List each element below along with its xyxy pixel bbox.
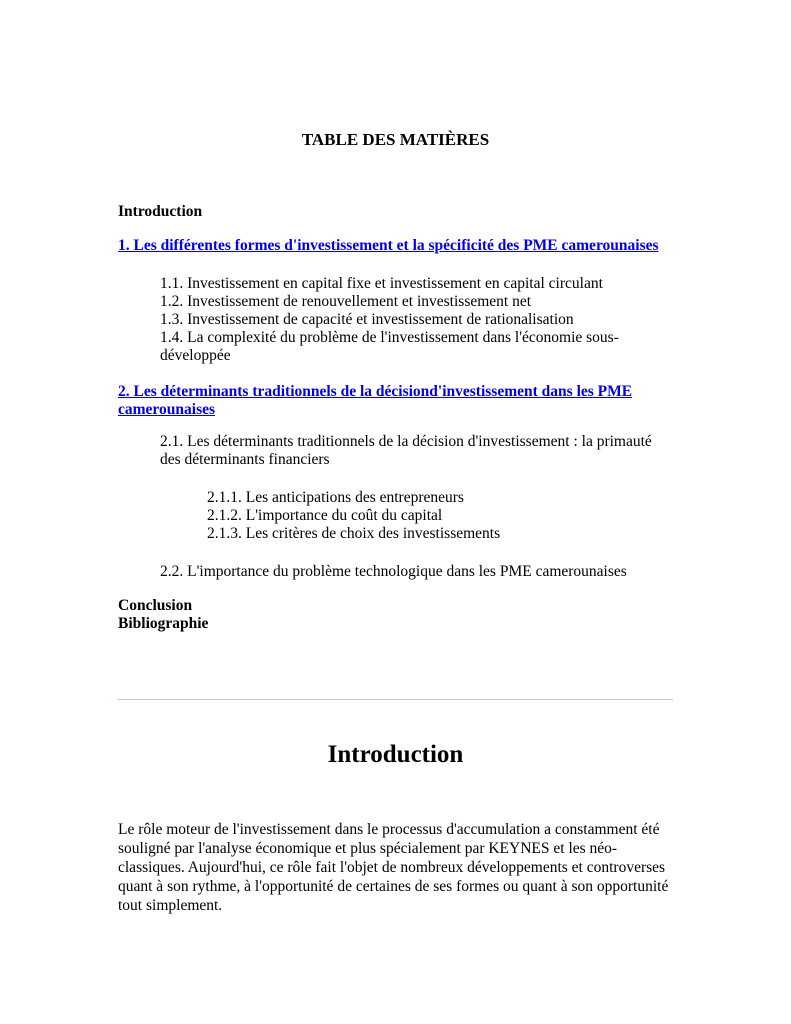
toc-section1-items	[160, 275, 673, 365]
toc-section2-line	[118, 383, 673, 419]
introduction-heading: Introduction	[327, 741, 464, 768]
toc-item-1-3: 1.3. Investissement de capacité et investissement de rationalisation	[160, 311, 574, 328]
toc-item-2-1-3: 2.1.3. Les critères de choix des investissements	[207, 525, 501, 542]
section-divider	[118, 699, 673, 700]
toc-conclusion-label: Conclusion	[118, 597, 193, 614]
toc-link-section1[interactable]: 1. Les différentes formes d'investissement et la spécificité des PME camerounaises	[118, 237, 659, 254]
toc-footer-labels	[118, 597, 673, 633]
toc-introduction-label: Introduction	[118, 203, 203, 220]
toc-item-2-2: 2.2. L'importance du problème technologique dans les PME camerounaises	[160, 563, 627, 580]
toc-section2-subitems	[207, 489, 673, 543]
toc-item-1-2: 1.2. Investissement de renouvellement et investissement net	[160, 293, 532, 310]
toc-item-2-1: 2.1. Les déterminants traditionnels de la décision d'investissement : la primauté des déterminants financiers	[160, 433, 652, 468]
toc-title: TABLE DES MATIÈRES	[301, 130, 490, 149]
toc-link-section2[interactable]: 2. Les déterminants traditionnels de la décisiond'investissement dans les PME camerounaises	[118, 383, 633, 418]
introduction-paragraph: Le rôle moteur de l'investissement dans le processus d'accumulation a constamment été souligné par l'analyse économique et plus spécialement par KEYNES et les néo-classiques. Aujourd'hui, ce rôle fait l'objet de nombreux développements et controverses quant à son rythme, à l'opportunité de certaines de ses formes ou quant à son opportunité tout simplement.	[118, 821, 669, 914]
toc-item-2-1-2: 2.1.2. L'importance du coût du capital	[207, 507, 443, 524]
toc-section1-line	[118, 237, 673, 255]
toc-item-1-1: 1.1. Investissement en capital fixe et investissement en capital circulant	[160, 275, 603, 292]
toc-bibliography-label: Bibliographie	[118, 615, 209, 632]
toc-item-1-4: 1.4. La complexité du problème de l'investissement dans l'économie sous-développée	[160, 329, 619, 364]
toc-item-2-1-1: 2.1.1. Les anticipations des entrepreneurs	[207, 489, 464, 506]
